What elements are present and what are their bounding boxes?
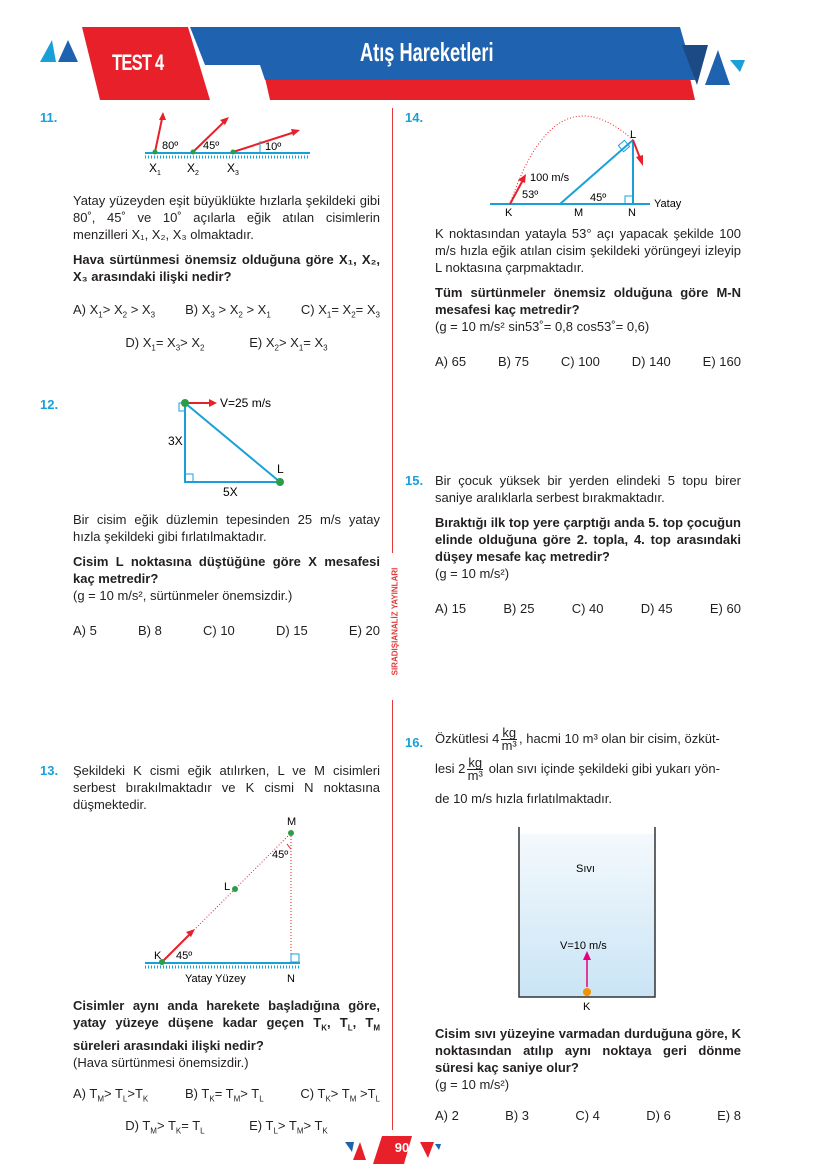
option-d[interactable]: D) 6 [646,1108,671,1123]
option-b[interactable]: B) 3 [505,1108,530,1123]
publisher-sidebar-text [385,555,399,695]
question-note: (g = 10 m/s²) [435,566,510,581]
question-number: 15. [405,473,424,488]
option-e[interactable]: E) $T_L> T_M> T_K$ [249,1118,328,1136]
question-number: 16. [405,735,424,750]
option-e[interactable]: E) 8 [717,1108,741,1123]
test-label: TEST 4 [112,50,164,75]
question-prompt: Hava sürtünmesi önemsiz olduğuna göre X₁, X₂, X₃ arasındaki ilişki nedir? [73,252,380,284]
question-15 [435,472,741,617]
q11-figure [140,112,320,182]
option-a[interactable]: A) $T_M> T_L>T_K$ [73,1085,149,1104]
angle-10-label: 10º [265,141,282,153]
option-e[interactable]: E) 60 [709,601,741,616]
question-text: K noktasından yatayla 53° açı yapacak şekilde 100 m/s hızla eğik atılan cisim şekildeki yörüngeyi izleyip L noktasına çarpmaktadır. [435,226,741,275]
option-b[interactable]: B) 25 [503,601,535,616]
question-text: Yatay yüzeyden eşit büyüklükte hızlarla şekildeki gibi 80˚, 45˚ ve 10˚ açılarla eğik atılan cisimlerin menzilleri X₁, X₂, X₃ olmaktadır. [73,193,380,242]
page-title: Atış Hareketleri [360,37,494,67]
option-c[interactable]: C) $T_K> T_M >T_L$ [300,1085,380,1104]
question-16-text [435,724,741,814]
question-prompt: Bıraktığı ilk top yere çarptığı anda 5. top çocuğun elinde olduğuna göre 2. topla, 4. top arasındaki düşey mesafe kaç metredir? [435,515,741,564]
point-k-label: K [583,1001,591,1013]
left-triangle-decoration [40,40,56,62]
question-text: Bir çocuk yüksek bir yerden elindeki 5 topu birer saniye aralıklarla serbest bırakmaktadır. [435,473,741,505]
q12-figure [160,393,310,503]
option-b[interactable]: B) 8 [138,623,162,638]
question-prompt: Tüm sürtünmeler önemsiz olduğuna göre M-N mesafesi kaç metredir? [435,285,741,317]
option-d[interactable]: D) 140 [631,354,671,369]
page-number: 90 [394,1140,410,1155]
text-fragment: Özkütlesi 4 [435,731,500,746]
point-n-label: N [628,207,636,219]
density-unit: $\frac{kg}{\text{m³}}$ [501,725,517,754]
option-e[interactable]: E) 20 [348,623,380,638]
velocity-label: V=10 m/s [560,940,607,952]
q13-figure [140,812,310,990]
option-d[interactable]: D) $X_1= X_3> X_2$ [125,334,205,353]
point-n-label: N [287,973,295,985]
option-d[interactable]: D) $T_M> T_K= T_L$ [125,1118,205,1136]
option-e[interactable]: E) 160 [702,354,741,369]
point-k-label: K [154,950,162,962]
angle-80-label: 80º [162,140,179,152]
velocity-label: 100 m/s [530,172,570,184]
point-l-label: L [277,462,284,476]
angle-k-label: 45º [176,950,193,962]
option-c[interactable]: C) $X_1= X_2= X_3$ [300,302,380,320]
angle-m-label: 45º [272,849,289,861]
option-e[interactable]: E) $X_2> X_1= X_3$ [249,334,328,353]
angle-k-label: 53º [522,189,539,201]
question-number: 14. [405,110,424,125]
option-c[interactable]: C) 10 [203,623,235,638]
question-note: (g = 10 m/s²) [435,1077,510,1092]
question-prompt: Cisim L noktasına düştüğüne göre X mesafesi kaç metredir? [73,554,380,586]
column-divider [392,108,393,553]
density-unit: $\frac{kg}{\text{m³}}$ [467,755,483,784]
option-c[interactable]: C) 4 [575,1108,600,1123]
question-note: (g = 10 m/s², sürtünmeler önemsizdir.) [73,588,293,603]
x1-label: $X_1$ [149,161,161,177]
option-b[interactable]: B) 75 [497,354,530,369]
question-14 [435,225,741,370]
question-16 [435,1025,741,1124]
x2-label: $X_2$ [187,161,199,177]
option-b[interactable]: B) $T_K= T_M> T_L$ [185,1085,264,1104]
height-label: 3X [168,434,183,448]
text-fragment: lesi 2 [435,761,466,776]
surface-label: Yatay Yüzey [185,973,246,985]
question-12 [73,511,380,639]
point-m-label: M [287,816,297,828]
velocity-label: V=25 m/s [220,396,272,410]
base-label: 5X [223,485,238,499]
publisher-name: SIRADIŞIANALİZ YAYINLARI [390,567,400,676]
horizontal-label: Yatay [654,198,682,210]
text-fragment: , hacmi 10 m³ olan bir cisim, özküt- [519,731,720,746]
x3-label: $X_3$ [227,161,239,177]
q16-figure [510,822,665,1014]
question-13 [73,997,380,1140]
option-a[interactable]: A) $X_1> X_2 > X_3$ [73,302,156,320]
point-l-label: L [224,881,231,893]
liquid-label: Sıvı [576,863,595,875]
question-11 [73,192,380,356]
option-c[interactable]: C) 100 [560,354,600,369]
question-number: 11. [40,110,58,125]
question-number: 13. [40,763,59,778]
q14-figure [480,110,700,220]
column-divider [392,700,393,1130]
option-d[interactable]: D) 15 [275,623,308,638]
question-text: Bir cisim eğik düzlemin tepesinden 25 m/s yatay hızla şekildeki gibi fırlatılmaktadır. [73,512,380,544]
text-fragment: olan sıvı içinde şekildeki gibi yukarı yön- [488,761,720,776]
question-prompt: Cisim sıvı yüzeyine varmadan durduğuna göre, K noktasından atılıp aynı noktaya geri dönme süresi kaç saniye olur? [435,1026,741,1075]
option-d[interactable]: D) 45 [640,601,673,616]
option-a[interactable]: A) 2 [435,1108,459,1123]
option-a[interactable]: A) 65 [435,354,467,369]
question-prompt: Cisimler aynı anda harekete başladığına göre, yatay yüzeye düşene kadar geçen $T_K$, $T_L$, $T_M$ süreleri arasındaki ilişki nedir? [73,998,380,1053]
question-note: (Hava sürtünmesi önemsizdir.) [73,1054,249,1070]
angle-45-label: 45º [203,140,220,152]
text-fragment: de 10 m/s hızla fırlatılmaktadır. [435,791,613,806]
point-l-label: L [630,129,637,141]
question-number: 12. [40,397,59,412]
option-c[interactable]: C) 40 [571,601,604,616]
question-note: (g = 10 m/s² sin53˚= 0,8 cos53˚= 0,6) [435,319,650,334]
option-a[interactable]: A) 5 [73,623,97,638]
angle-m-label: 45º [590,192,607,204]
point-k-label: K [505,207,513,219]
option-b[interactable]: B) $X_3 > X_2 > X_1$ [185,302,271,320]
red-lower-bar [265,78,695,100]
option-a[interactable]: A) 15 [435,601,467,616]
point-m-label: M [574,207,584,219]
question-text: Şekildeki K cismi eğik atılırken, L ve M cisimleri serbest bırakılmaktadır ve K cismi N noktasına düşmektedir. [73,763,380,812]
